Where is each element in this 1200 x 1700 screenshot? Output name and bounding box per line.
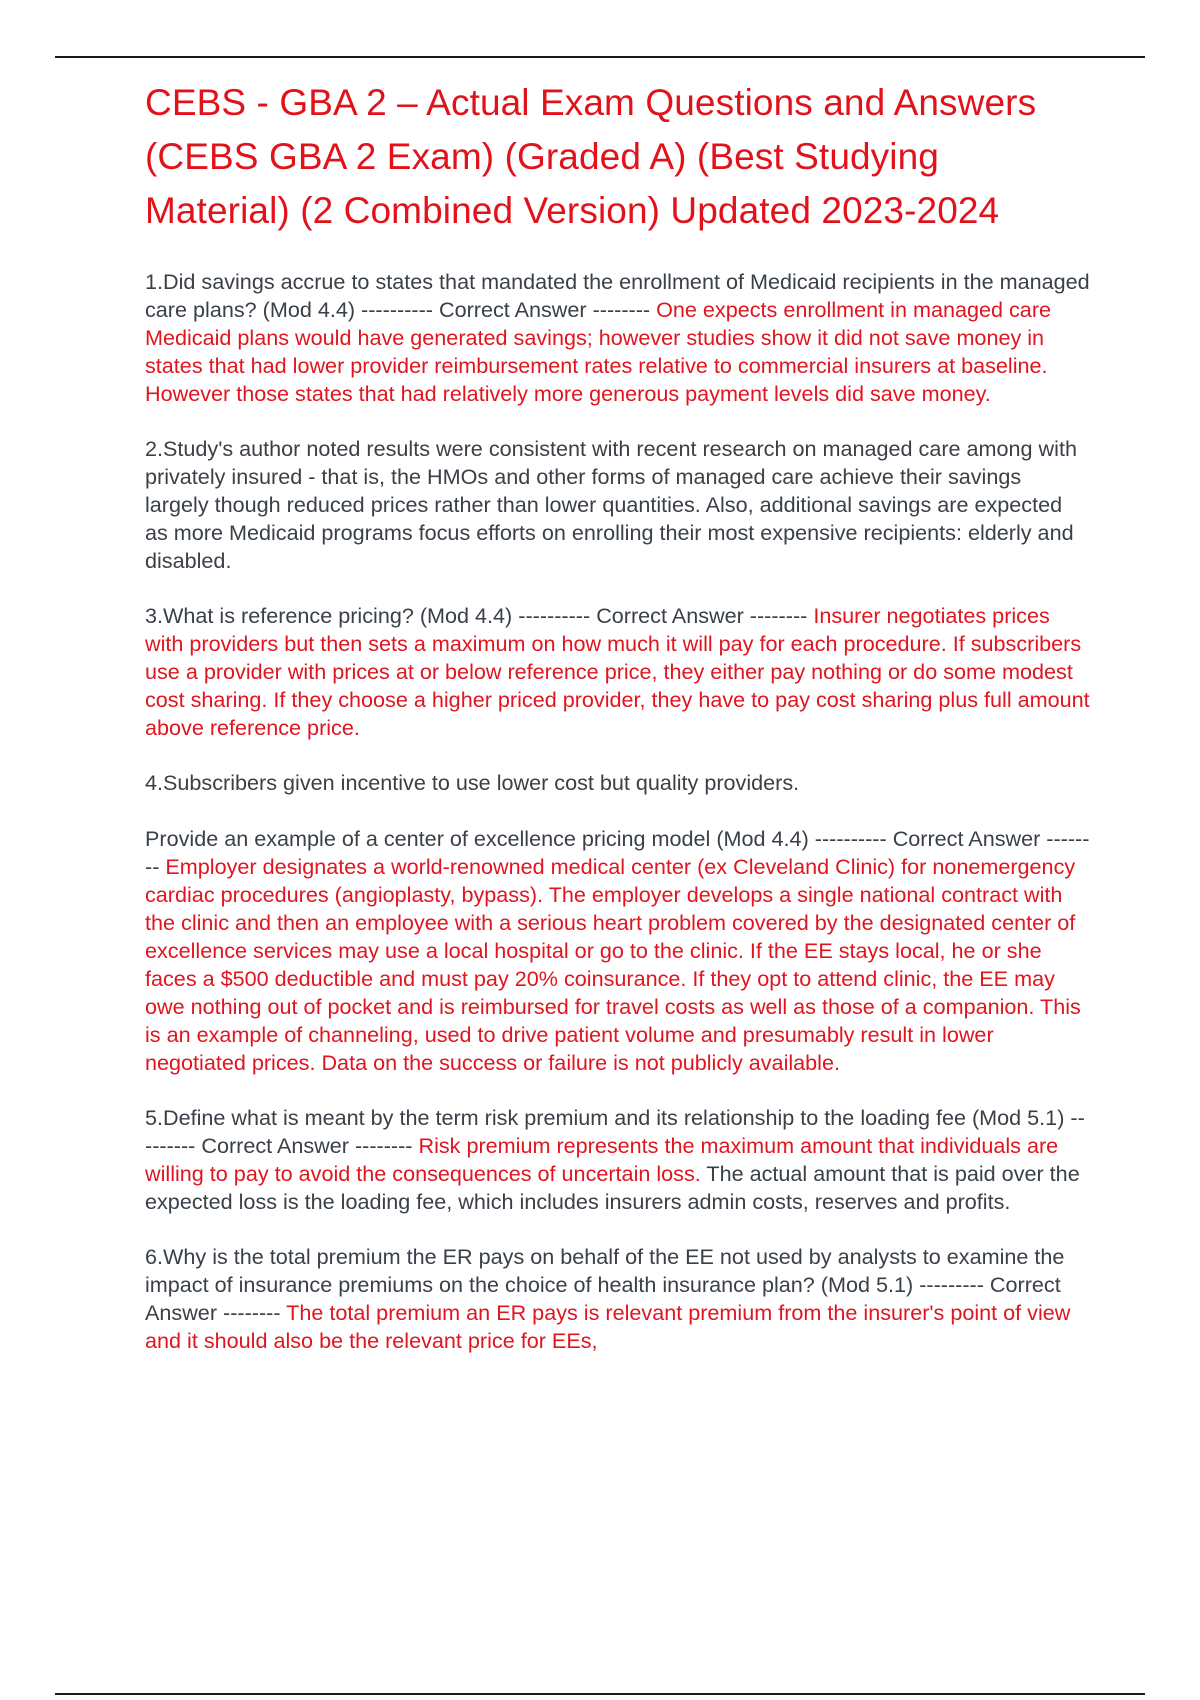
answer-4: Employer designates a world-renowned medical center (ex Cleveland Clinic) for nonemergency cardiac procedures (angioplasty, bypass). The employer develops a single national contract with the clinic and then an employee with a serious heart problem covered by the designated center of excellence services may use a local hospital or go to the clinic. If the EE stays local, he or she faces a $500 deductible and must pay 20% coinsurance. If they opt to attend clinic, the EE may owe nothing out of pocket and is reimbursed for travel costs as well as those of a companion. This is an example of channeling, used to drive patient volume and presumably result in lower negotiated prices. Data on the success or failure is not publicly available. [145,854,1081,1075]
qa-item-3 [145,602,1090,742]
separator: ---------- [814,826,887,851]
question-6: 6.Why is the total premium the ER pays on behalf of the EE not used by analysts to examine the impact of insurance premiums on the choice of health insurance plan? (Mod 5.1) [145,1244,1065,1297]
separator: -------- [145,826,1090,879]
separator: ---------- [518,603,591,628]
paragraph-gap [145,797,1090,825]
separator: -------- [749,603,808,628]
qa-item-6 [145,1243,1090,1355]
document-title: CEBS - GBA 2 – Actual Exam Questions and Answers (CEBS GBA 2 Exam) (Graded A) (Best Studying Material) (2 Combined Version) Updated 2023-2024 [145,82,1037,231]
qa-item-5 [145,1104,1090,1216]
separator: -------- [223,1300,281,1325]
question-4-line-1: 4.Subscribers given incentive to use lower cost but quality providers. [145,770,800,795]
qa-item-1 [145,268,1090,408]
separator: --------- [919,1272,984,1297]
correct-answer-label: Correct Answer [892,826,1041,851]
answer-5: Risk premium represents the maximum amount that individuals are willing to pay to avoid the consequences of uncertain loss. [145,1133,1059,1186]
answer-6: The total premium an ER pays is relevant premium from the insurer's point of view and it should also be the relevant price for EEs, [145,1300,1071,1353]
answer-5-continuation: The actual amount that is paid over the expected loss is the loading fee, which includes insurers admin costs, reserves and profits. [145,1161,1080,1214]
correct-answer-label: Correct Answer [596,603,744,628]
question-5: 5.Define what is meant by the term risk premium and its relationship to the loading fee (Mod 5.1) [145,1105,1065,1130]
qa-item-4 [145,769,1090,1077]
separator: --------- [145,1105,1085,1158]
top-rule [55,56,1145,58]
correct-answer-label: Correct Answer [201,1133,349,1158]
separator: -------- [354,1133,413,1158]
question-4-line-2: Provide an example of a center of excellence pricing model (Mod 4.4) [145,826,809,851]
separator: -------- [592,297,651,322]
answer-3: Insurer negotiates prices with providers but then sets a maximum on how much it will pay for each procedure. If subscribers use a provider with prices at or below reference price, they either pay nothing or do some modest cost sharing. If they choose a higher priced provider, they have to pay cost sharing plus full amount above reference price. [145,603,1090,740]
statement-2: 2.Study's author noted results were consistent with recent research on managed care among with privately insured - that is, the HMOs and other forms of managed care achieve their savings largely though reduced prices rather than lower quantities. Also, additional savings are expected as more Medicaid programs focus efforts on enrolling their most expensive recipients: elderly and disabled. [145,436,1077,573]
correct-answer-label: Correct Answer [438,297,587,322]
question-1: 1.Did savings accrue to states that mandated the enrollment of Medicaid recipients in the managed care plans? (Mod 4.4) [145,269,1090,322]
bottom-rule [55,1693,1145,1695]
separator: ---------- [361,297,433,322]
question-3: 3.What is reference pricing? (Mod 4.4) [145,603,513,628]
answer-1: One expects enrollment in managed care Medicaid plans would have generated savings; however studies show it did not save money in states that had lower provider reimbursement rates relative to commercial insurers at baseline. However those states that had relatively more generous payment levels did save money. [145,297,1052,406]
correct-answer-label: Correct Answer [145,1272,1061,1325]
page-content [145,76,1090,1382]
qa-item-2 [145,435,1090,575]
